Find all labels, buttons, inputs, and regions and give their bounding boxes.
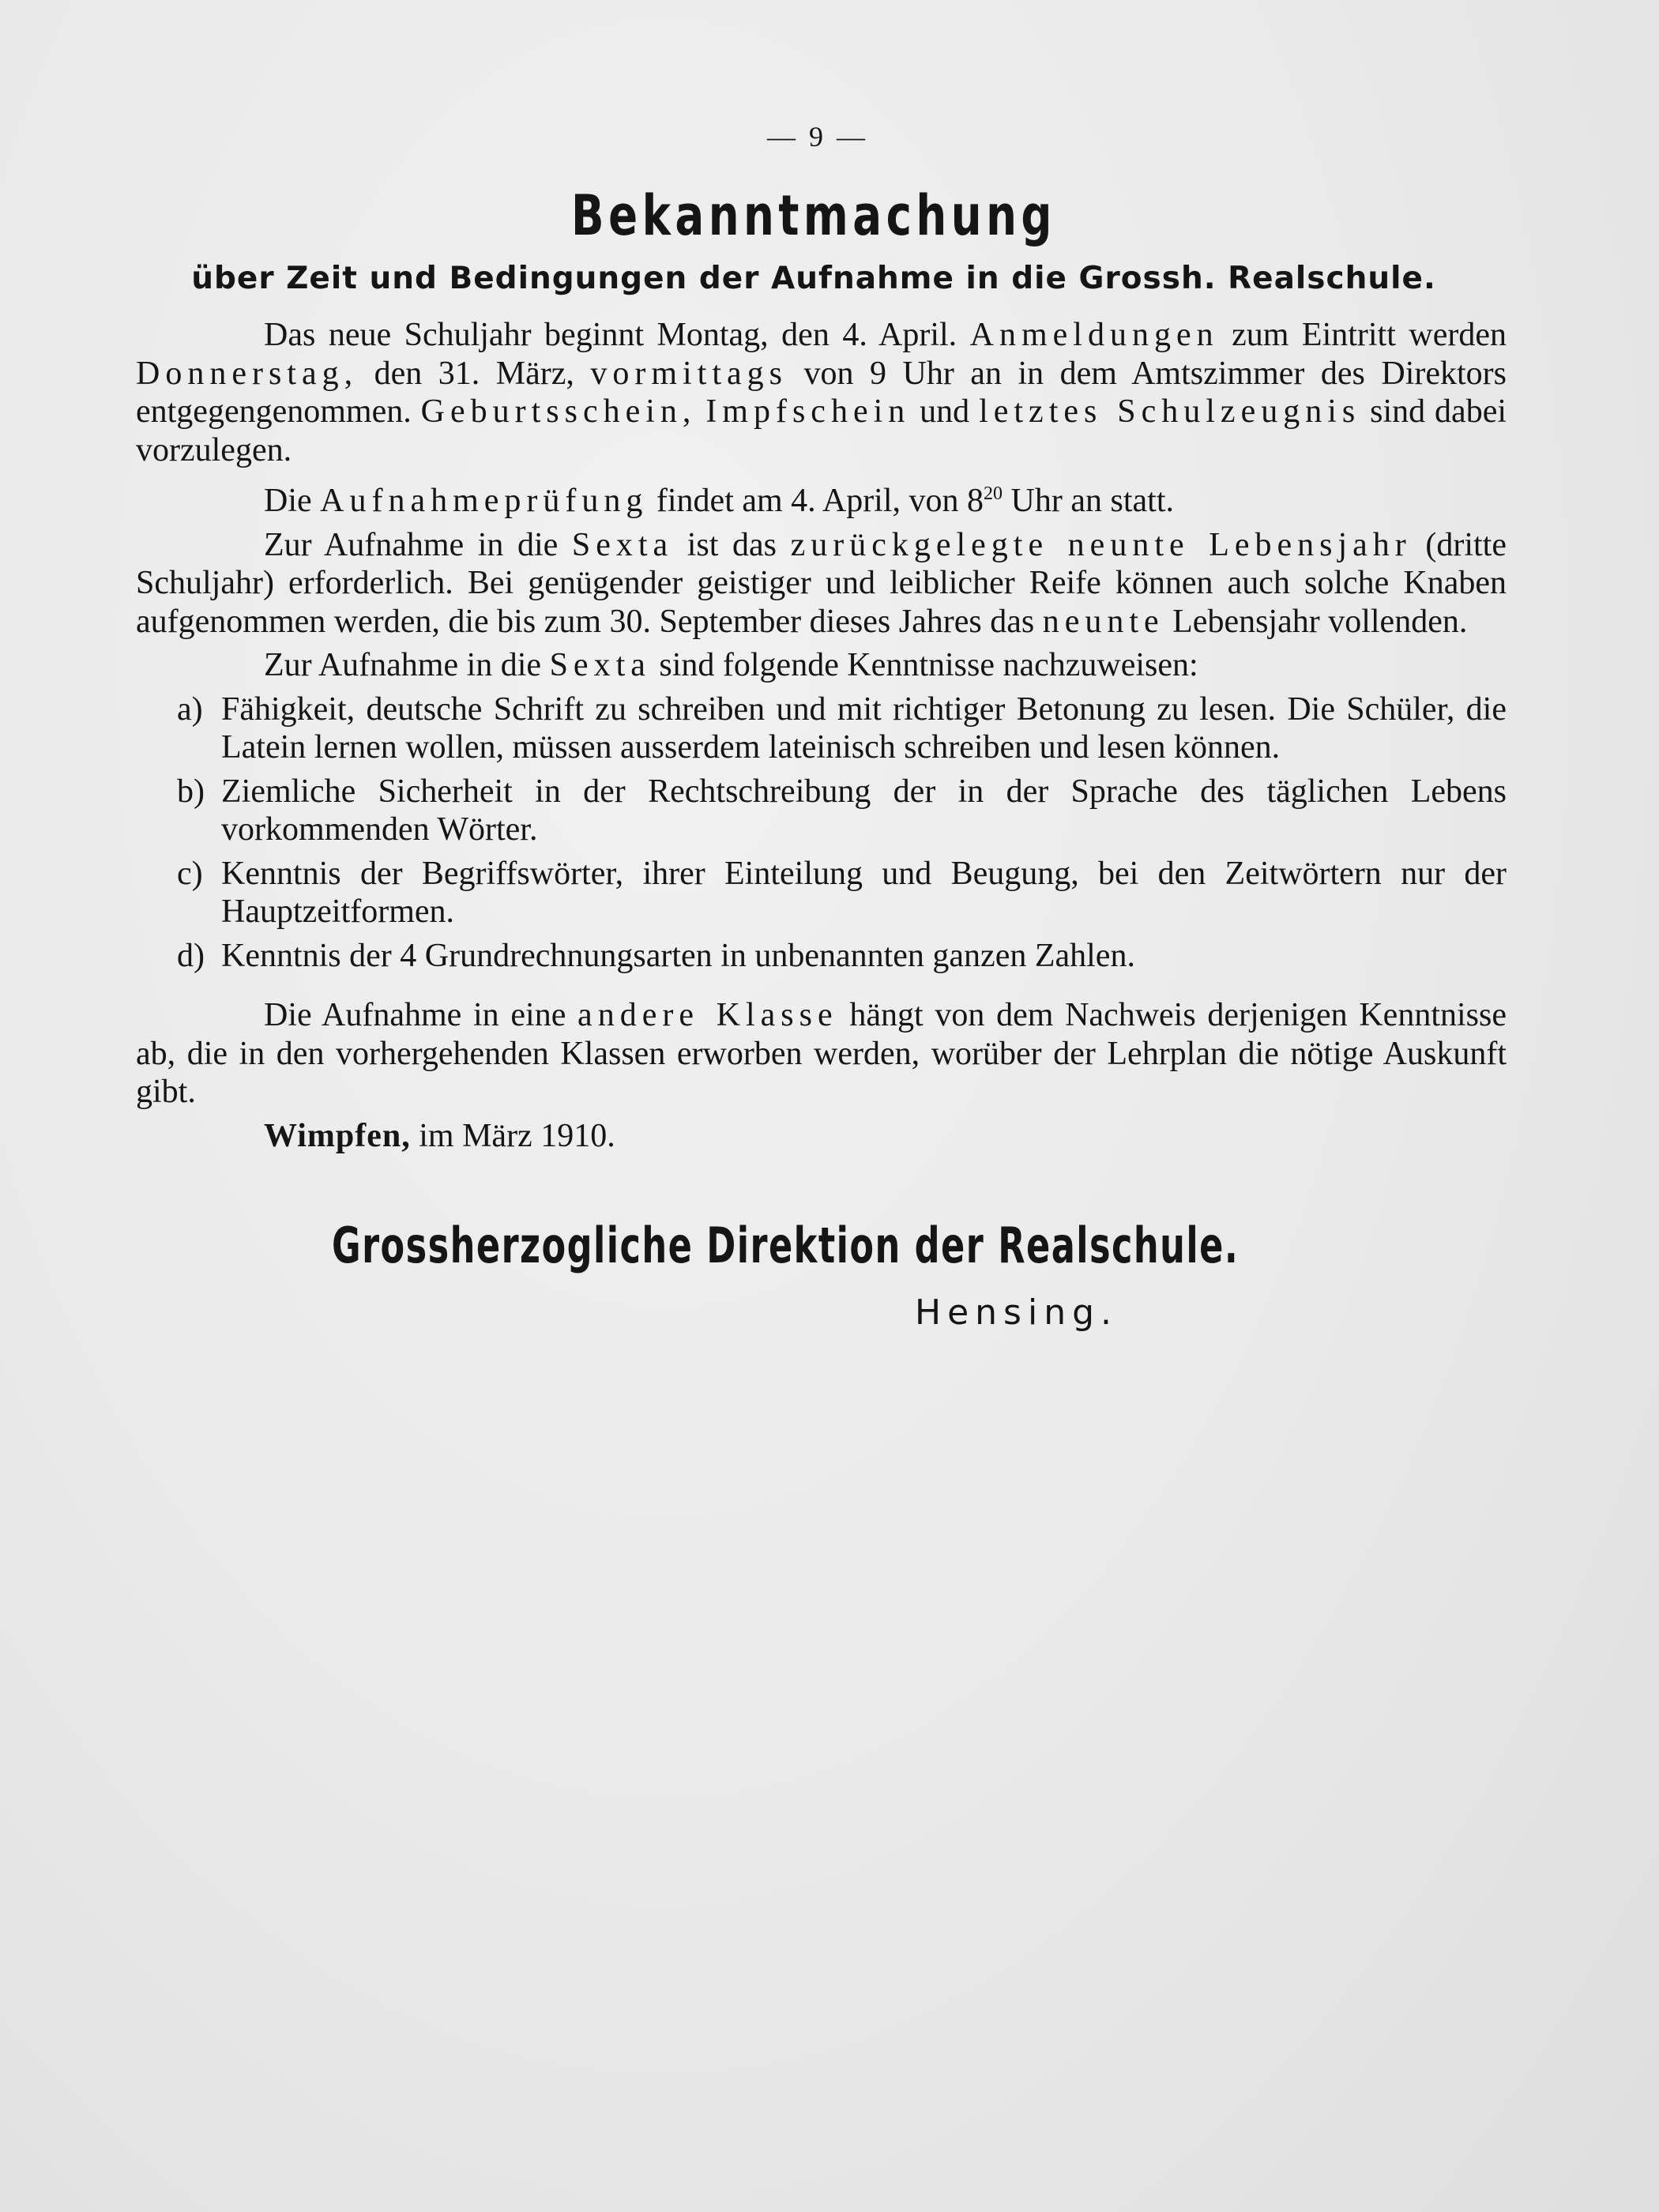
text-run: Die Aufnahme in eine: [264, 997, 578, 1033]
text-run: Das neue Schuljahr beginnt Montag, den 4. April.: [264, 317, 970, 353]
text-run: Lebensjahr vollenden.: [1164, 603, 1468, 640]
spaced-term: vormittags: [590, 355, 788, 392]
text-run: sind folgende Kenntnisse nachzuweisen:: [650, 647, 1198, 683]
paragraph-age: [136, 526, 1507, 641]
list-item-text: Ziemliche Sicherheit in der Rechtschreibung der in der Sprache des täglichen Lebens vorkommenden Wörter.: [221, 773, 1507, 848]
list-item: [177, 937, 1507, 976]
text-run: sind dabei vorzulegen.: [136, 393, 1507, 468]
text-run: Die: [264, 483, 321, 519]
spaced-term: Sexta: [571, 526, 674, 563]
requirements-list: [177, 690, 1507, 976]
list-item-text: Kenntnis der 4 Grundrechnungsarten in unbenannten ganzen Zahlen.: [221, 937, 1135, 974]
list-item: [177, 690, 1507, 767]
page-title: Bekanntmachung: [571, 183, 1056, 248]
list-item-label: a): [177, 690, 203, 728]
text-run: hängt von dem Nachweis derjenigen Kenntnisse ab, die in den vorhergehenden Klassen erworben werden, worüber der Lehrplan die nötige Auskunft gibt.: [136, 997, 1507, 1110]
list-item: [177, 855, 1507, 931]
spacer: [136, 980, 1507, 996]
list-item-label: c): [177, 855, 203, 892]
paragraph-exam: [136, 475, 1507, 521]
list-item-label: d): [177, 937, 205, 974]
text-run: ist das: [673, 526, 791, 563]
paragraph-registration: [136, 316, 1507, 469]
spaced-term: letztes Schulzeugnis: [979, 393, 1361, 430]
spaced-term: neunte: [1042, 603, 1164, 640]
spaced-term: Impfschein: [705, 393, 911, 430]
text-run: den 31. März,: [358, 355, 591, 392]
text-run: Uhr an statt.: [1003, 483, 1174, 519]
notice-body: [136, 316, 1507, 1161]
page-number: — 9 —: [767, 121, 868, 152]
text-run: [696, 393, 705, 430]
place-name: Wimpfen,: [264, 1117, 411, 1154]
text-run: findet am 4. April, von 8: [648, 483, 984, 519]
list-item-text: Kenntnis der Begriffswörter, ihrer Einteilung und Beugung, bei den Zeitwörtern nur der Hauptzeitformen.: [221, 855, 1507, 930]
spaced-term: andere Klasse: [577, 997, 838, 1033]
text-run: zum Eintritt werden: [1218, 317, 1507, 353]
list-item: [177, 773, 1507, 849]
text-run: (dritte Schuljahr) erforderlich. Bei genügender geistiger und leiblicher Reife können auch solche Knaben aufgenommen werden, die bis zum 30. September dieses Jahres das: [136, 526, 1507, 640]
spaced-term: zurückgelegte neunte Lebensjahr: [790, 526, 1412, 563]
place-date: [136, 1117, 1507, 1156]
date-text: im März 1910.: [410, 1117, 615, 1154]
spaced-term: Anmeldungen: [969, 317, 1219, 353]
list-item-text: Fähigkeit, deutsche Schrift zu schreiben und mit richtiger Betonung zu lesen. Die Schüler, die Latein lernen wollen, müssen ausserdem lateinisch schreiben und lesen können.: [221, 690, 1507, 766]
text-run: Zur Aufnahme in die: [264, 647, 550, 683]
spaced-term: Sexta: [549, 647, 651, 683]
issuing-authority: Grossherzogliche Direktion der Realschule.: [332, 1217, 1240, 1274]
signatory: Hensing.: [915, 1292, 1118, 1333]
paragraph-requirements-intro: [136, 646, 1507, 685]
text-run: und: [910, 393, 980, 430]
text-run: Zur Aufnahme in die: [264, 526, 572, 563]
spaced-term: Geburtsschein,: [420, 393, 697, 430]
list-item-label: b): [177, 773, 205, 810]
superscript: 20: [984, 483, 1003, 504]
spaced-term: Donnerstag,: [136, 355, 359, 392]
subtitle: über Zeit und Bedingungen der Aufnahme in die Grossh. Realschule.: [191, 261, 1436, 296]
text-run: von 9 Uhr an in dem Amtszimmer des Direktors entgegengenommen.: [136, 355, 1507, 430]
spaced-term: Aufnahmeprüfung: [320, 483, 649, 519]
paragraph-other-class: [136, 996, 1507, 1112]
